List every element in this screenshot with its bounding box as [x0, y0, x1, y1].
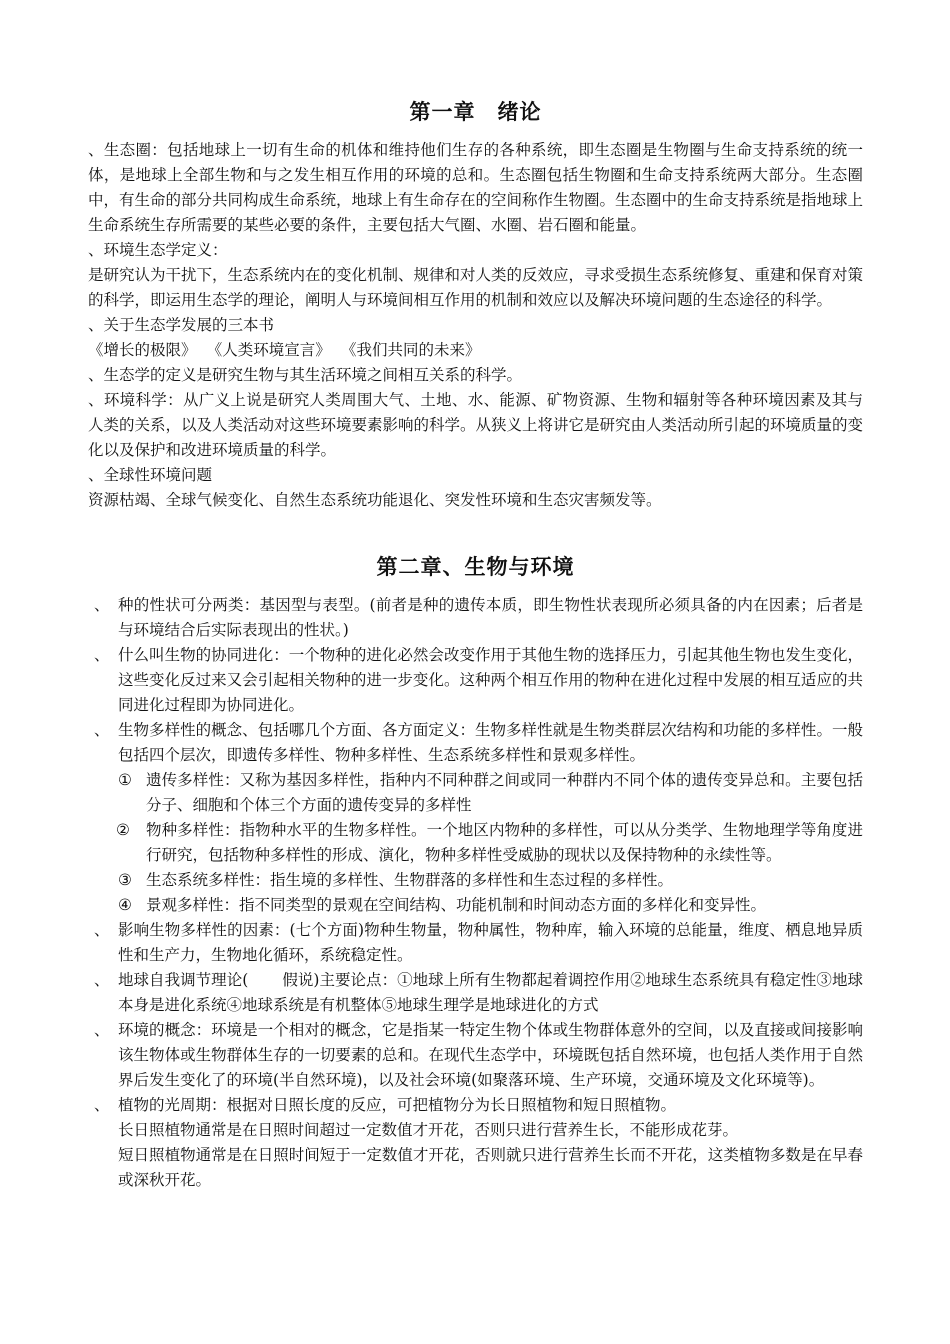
- list-item: [88, 968, 863, 1018]
- paragraph-text: 地球自我调节理论(: [118, 971, 249, 989]
- paragraph-text: 全球性环境问题: [103, 466, 213, 484]
- paragraph-text: 是研究认为干扰下，生态系统内在的变化机制、规律和对人类的反效应，寻求受损生态系统修复、重建和保育对策的科学，即运用生态学的理论，阐明人与环境间相互作用的机制和效应以及解决环境问题的生态途径的科学。: [88, 266, 864, 309]
- list-marker: 、: [94, 921, 110, 939]
- paragraph-text: 生物多样性的概念、包括哪几个方面、各方面定义：生物多样性就是生物类群层次结构和功能的多样性。一般包括四个层次，即遗传多样性、物种多样性、生态系统多样性和景观多样性。: [118, 721, 863, 764]
- list-item: [88, 593, 863, 643]
- paragraph-text: 什么叫生物的协同进化：一个物种的进化必然会改变作用于其他生物的选择压力，引起其他生物也发生变化，这些变化反过来又会引起相关物种的进一步变化。这种两个相互作用的物种在进化过程中发展的相互适应的共同进化过程即为协同进化。: [118, 646, 863, 714]
- paragraph-global-issues: [88, 488, 863, 513]
- paragraph-text: 资源枯竭、全球气候变化、自然生态系统功能退化、突发性环境和生态灾害频发等。: [88, 491, 662, 509]
- sub-list-marker: ③: [118, 871, 132, 889]
- list-marker: 、: [94, 971, 110, 989]
- paragraph-text: 生态圈：包括地球上一切有生命的机体和维持他们生存的各种系统，即生态圈是生物圈与生命支持系统的统一体，是地球上全部生物和与之发生相互作用的环境的总和。生态圈包括生物圈和生命支持系统两大部分。生态圈中，有生命的部分共同构成生命系统，地球上有生命存在的空间称作生物圈。生态圈中的生命支持系统是指地球上生命系统生存所需要的某些必要的条件，主要包括大气圈、水圈、岩石圈和能量。: [88, 141, 864, 234]
- sub-list-item: [88, 893, 863, 918]
- sub-list-item: [88, 868, 863, 893]
- book-title: 《人类环境宣言》: [214, 341, 331, 359]
- book-list: [88, 338, 863, 363]
- paragraph-text: 假说)主要论点：①地球上所有生物都起着调控作用②地球生态系统具有稳定性③地球本身是进化系统④地球系统是有机整体⑤地球生理学是地球进化的方式: [118, 971, 863, 1014]
- list-marker: 、: [88, 366, 104, 384]
- paragraph-text: 环境的概念：环境是一个相对的概念，它是指某一特定生物个体或生物群体意外的空间，以及直接或间接影响该生物体或生物群体生存的一切要素的总和。在现代生态学中，环境既包括自然环境，也包括人类作用于自然界后发生变化了的环境(半自然环境)，以及社会环境(如聚落环境、生产环境，交通环境及文化环境等)。: [118, 1021, 863, 1089]
- chapter-1-title: 第一章 绪论: [409, 99, 542, 124]
- list-item: [88, 643, 863, 718]
- chapter-1-body: [88, 138, 863, 513]
- paragraph-text: 遗传多样性：又称为基因多样性，指种内不同种群之间或同一种群内不同个体的遗传变异总和。主要包括分子、细胞和个体三个方面的遗传变异的多样性: [146, 771, 863, 814]
- list-marker: 、: [94, 1096, 110, 1114]
- paragraph-text: 环境生态学定义：: [103, 241, 228, 259]
- list-item: [88, 1093, 863, 1118]
- paragraph-text: 物种多样性：指物种水平的生物多样性。一个地区内物种的多样性，可以从分类学、生物地理学等角度进行研究，包括物种多样性的形成、演化，物种多样性受威胁的现状以及保持物种的永续性等。: [146, 821, 863, 864]
- list-item: [88, 718, 863, 768]
- paragraph-text: 生态系统多样性：指生境的多样性、生物群落的多样性和生态过程的多样性。: [146, 871, 674, 889]
- sub-list-marker: ④: [118, 896, 132, 914]
- list-marker: 、: [94, 596, 110, 614]
- paragraph-env-ecology-heading: [88, 238, 863, 263]
- paragraph-text: 环境科学：从广义上说是研究人类周围大气、土地、水、能源、矿物资源、生物和辐射等各种环境因素及其与人类的关系，以及人类活动对这些环境要素影响的科学。从狭义上将讲它是研究由人类活动所引起的环境质量的变化以及保护和改进环境质量的科学。: [88, 391, 864, 459]
- paragraph-long-day-plants: 长日照植物通常是在日照时间超过一定数值才开花，否则只进行营养生长，不能形成花芽。: [118, 1121, 739, 1139]
- paragraph-env-ecology-definition: [88, 263, 863, 313]
- list-marker: 、: [88, 241, 104, 259]
- list-marker: 、: [88, 466, 104, 484]
- list-item: [88, 1018, 863, 1093]
- paragraph-text: 生态学的定义是研究生物与其生活环境之间相互关系的科学。: [103, 366, 523, 384]
- sub-list-item: [88, 818, 863, 868]
- paragraph-text: 种的性状可分两类：基因型与表型。(前者是种的遗传本质，即生物性状表现所必须具备的内在因素；后者是与环境结合后实际表现出的性状。): [118, 596, 863, 639]
- paragraph-text: 景观多样性：指不同类型的景观在空间结构、功能机制和时间动态方面的多样化和变异性。: [146, 896, 767, 914]
- document-page: [88, 96, 863, 1193]
- list-marker: 、: [94, 721, 110, 739]
- chapter-2-body: [88, 593, 863, 1193]
- list-marker: 、: [94, 1021, 110, 1039]
- paragraph-ecology-definition: [88, 363, 863, 388]
- paragraph-ecosphere: [88, 138, 863, 238]
- paragraph-short-day-plants: 短日照植物通常是在日照时间短于一定数值才开花，否则就只进行营养生长而不开花，这类植物多数是在早春或深秋开花。: [118, 1146, 863, 1189]
- paragraph-text: 影响生物多样性的因素：(七个方面)物种生物量，物种属性，物种库，输入环境的总能量，维度、栖息地异质性和生产力，生物地化循环，系统稳定性。: [118, 921, 863, 964]
- sub-list-marker: ①: [118, 771, 132, 789]
- paragraph-text: 植物的光周期：根据对日照长度的反应，可把植物分为长日照植物和短日照植物。: [118, 1096, 677, 1114]
- list-marker: 、: [94, 646, 110, 664]
- sub-list-item: [88, 768, 863, 818]
- sub-list-marker: ②: [116, 821, 130, 839]
- list-item: [88, 918, 863, 968]
- paragraph-global-issues-heading: [88, 463, 863, 488]
- list-marker: 、: [88, 141, 104, 159]
- paragraph-three-books-heading: [88, 313, 863, 338]
- chapter-2-title: 第二章、生物与环境: [376, 554, 575, 579]
- list-marker: 、: [88, 391, 104, 409]
- paragraph-env-science: [88, 388, 863, 463]
- list-marker: 、: [88, 316, 104, 334]
- paragraph-text: 关于生态学发展的三本书: [103, 316, 275, 334]
- book-title: 《增长的极限》: [88, 341, 197, 359]
- book-title: 《我们共同的未来》: [348, 341, 481, 359]
